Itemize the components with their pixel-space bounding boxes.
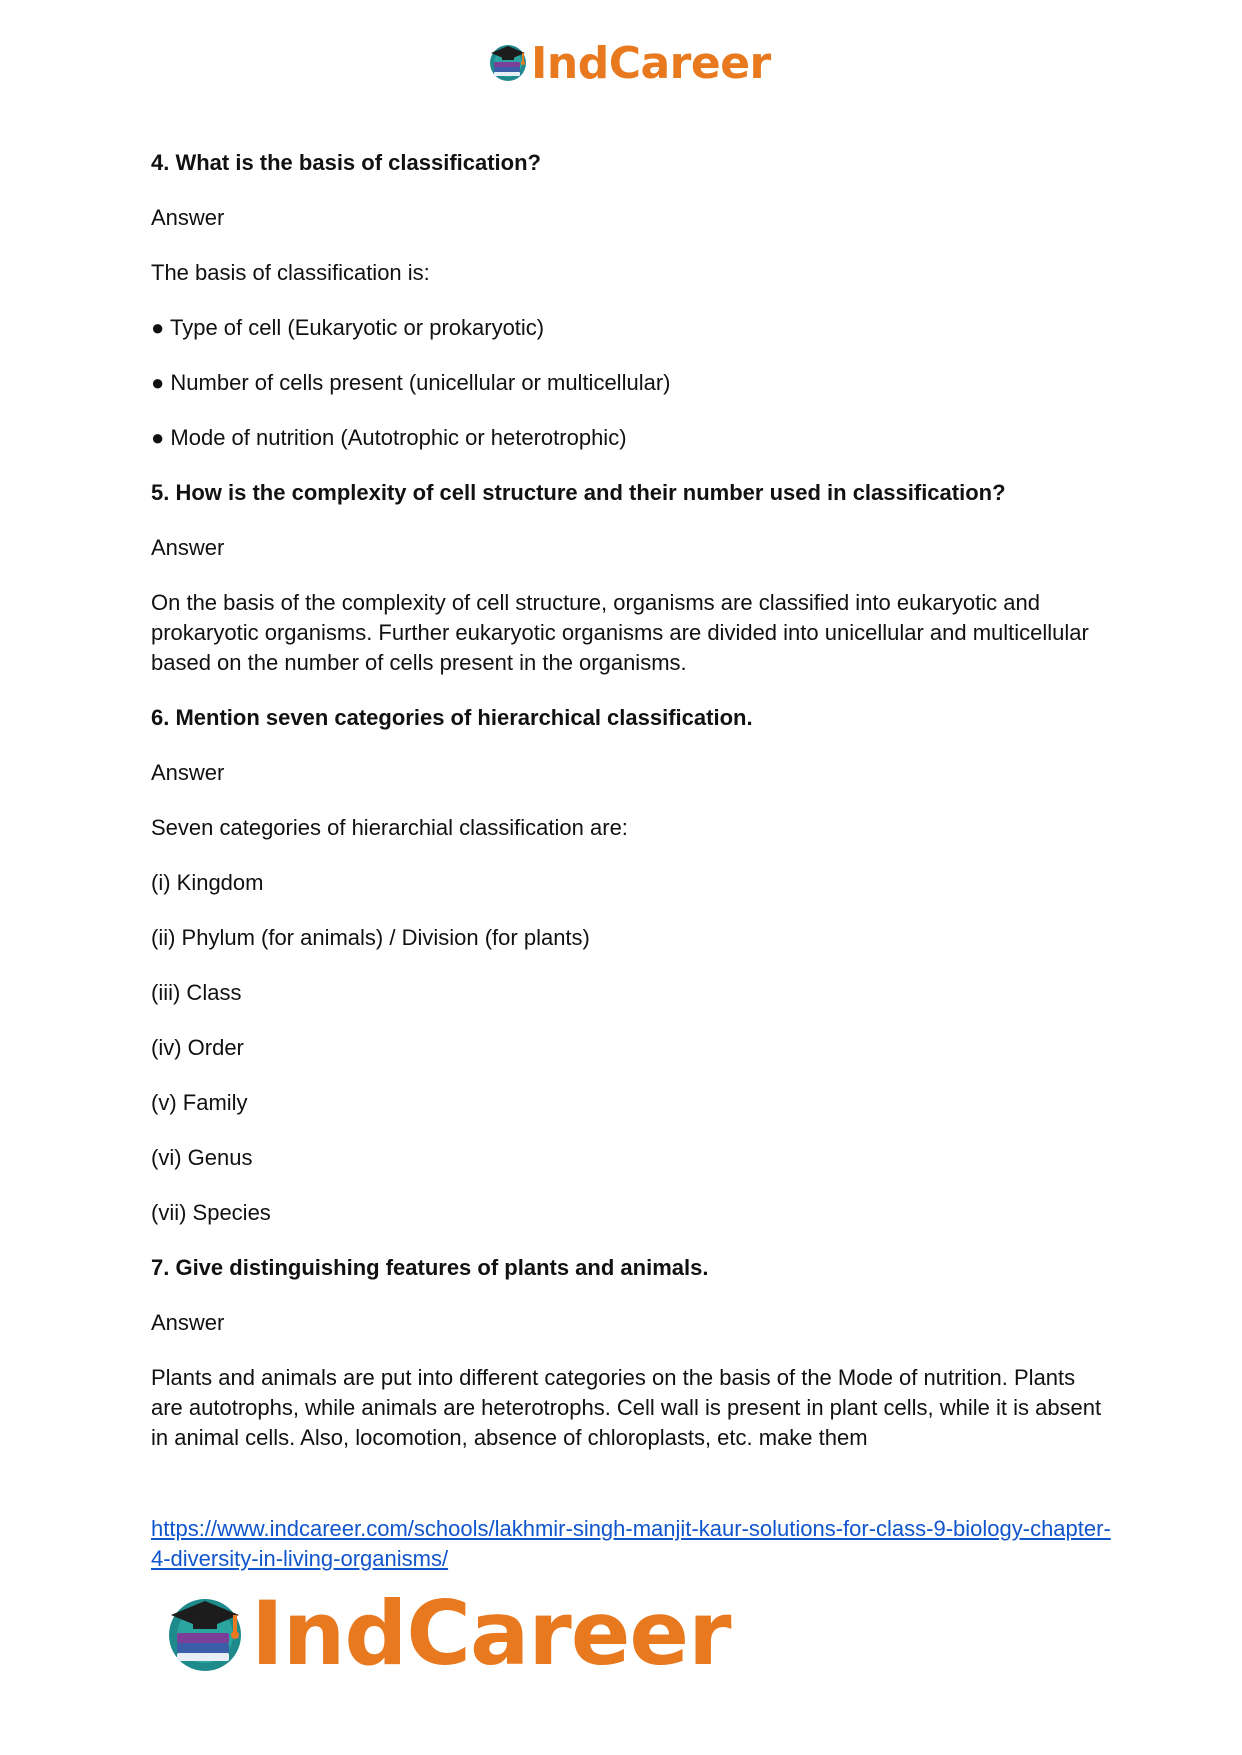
question-7-heading: 7. Give distinguishing features of plants and animals.: [151, 1255, 709, 1280]
document-body: [151, 148, 1111, 1478]
list-item: ● Mode of nutrition (Autotrophic or heterotrophic): [151, 425, 627, 450]
answer-label: Answer: [151, 1310, 225, 1335]
list-item: (i) Kingdom: [151, 870, 264, 895]
question-6-heading: 6. Mention seven categories of hierarchical classification.: [151, 705, 753, 730]
answer-label: Answer: [151, 205, 225, 230]
list-item: (v) Family: [151, 1090, 248, 1115]
question-5-heading: 5. How is the complexity of cell structure and their number used in classification?: [151, 480, 1006, 505]
list-item: (ii) Phylum (for animals) / Division (for plants): [151, 925, 590, 950]
question-4-heading: 4. What is the basis of classification?: [151, 150, 541, 175]
answer-intro: The basis of classification is:: [151, 260, 430, 285]
source-url-link[interactable]: https://www.indcareer.com/schools/lakhmir-singh-manjit-kaur-solutions-for-class-9-biology-chapter-4-diversity-in-living-organisms/: [151, 1516, 1111, 1571]
header-logo: [487, 38, 771, 89]
graduation-cap-book-icon: [163, 1589, 247, 1678]
list-item: (vii) Species: [151, 1200, 271, 1225]
answer-paragraph: On the basis of the complexity of cell structure, organisms are classified into eukaryotic and prokaryotic organisms. Further eukaryotic organisms are divided into unicellular and multicellular based on the number of cells present in the organisms.: [151, 590, 1089, 675]
graduation-cap-book-icon: [487, 40, 529, 87]
answer-paragraph: Plants and animals are put into different categories on the basis of the Mode of nutrition. Plants are autotrophs, while animals are heterotrophs. Cell wall is present in plant cells, while it is absent in animal cells. Also, locomotion, absence of chloroplasts, etc. make them: [151, 1365, 1102, 1450]
logo-text: IndCareer: [531, 38, 771, 89]
logo-text: IndCareer: [251, 1582, 731, 1685]
footer-logo: [163, 1582, 731, 1685]
list-item: ● Number of cells present (unicellular or multicellular): [151, 370, 671, 395]
answer-label: Answer: [151, 535, 225, 560]
list-item: ● Type of cell (Eukaryotic or prokaryotic): [151, 315, 545, 340]
list-item: (iv) Order: [151, 1035, 244, 1060]
list-item: (vi) Genus: [151, 1145, 253, 1170]
answer-intro: Seven categories of hierarchial classification are:: [151, 815, 628, 840]
answer-label: Answer: [151, 760, 225, 785]
list-item: (iii) Class: [151, 980, 242, 1005]
